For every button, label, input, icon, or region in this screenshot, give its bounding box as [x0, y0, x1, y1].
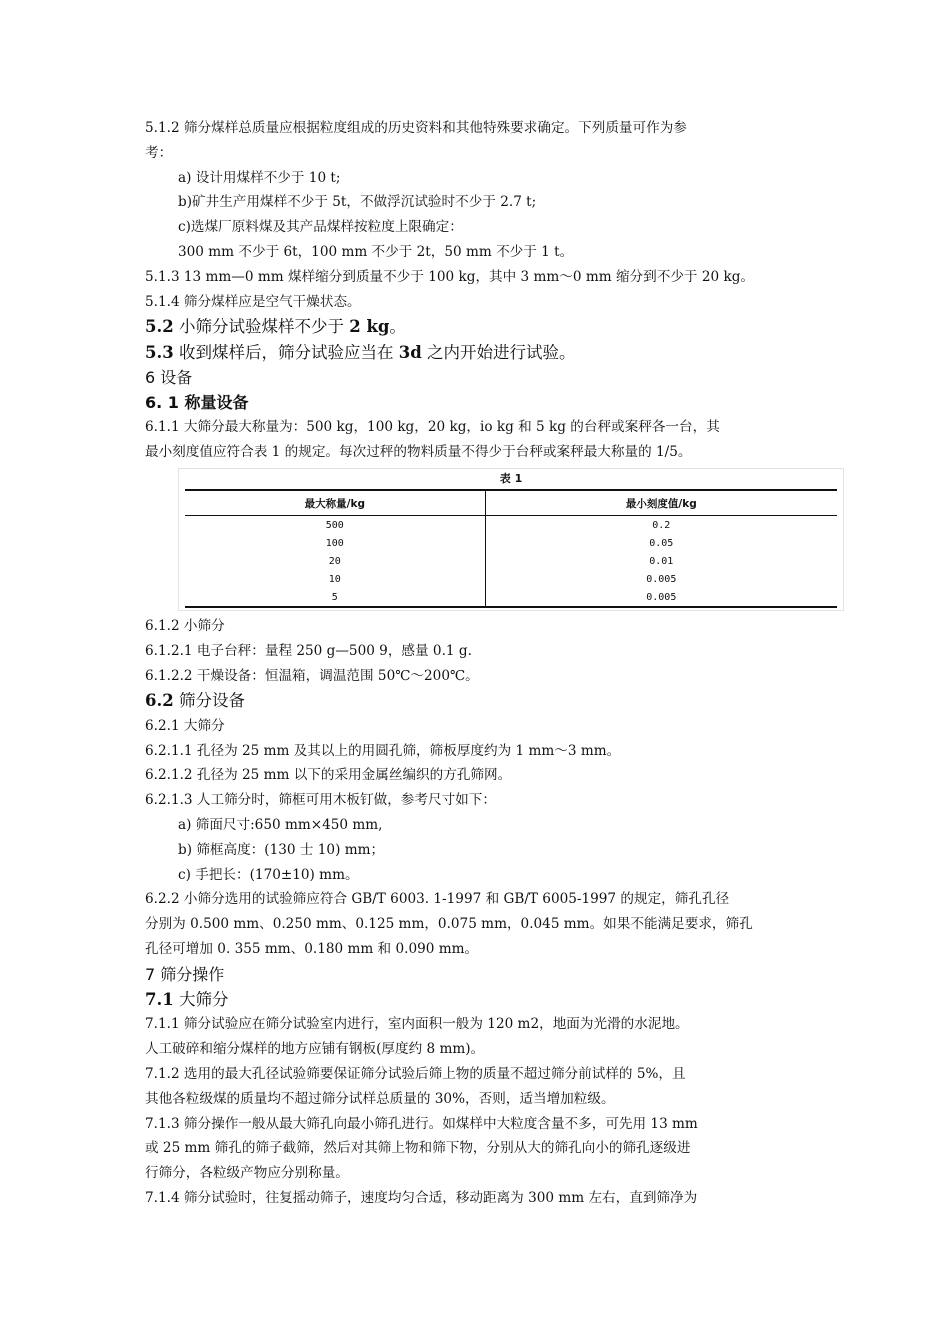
- table-cell: 100: [325, 537, 344, 549]
- table-cell: 10: [328, 573, 341, 585]
- para-713-line1: 7.1.3 筛分操作一般从最大筛孔向最小筛孔进行。如煤样中大粒度含量不多，可先用 13 mm: [145, 1115, 698, 1132]
- list-item-c: c) 手把长：(170±10) mm。: [178, 866, 359, 883]
- para-621: 6.2.1 大筛分: [145, 717, 225, 734]
- table-1-figure: [178, 468, 844, 611]
- para-622-line1: 6.2.2 小筛分选用的试验筛应符合 GB/T 6003. 1-1997 和 GB/T 6005-1997 的规定，筛孔孔径: [145, 891, 730, 908]
- para-712-line2: 其他各粒级煤的质量均不超过筛分试样总质量的 30%，否则，适当增加粒级。: [145, 1090, 615, 1107]
- table-cell: 0.01: [485, 552, 837, 570]
- list-item-c-detail: 300 mm 不少于 6t，100 mm 不少于 2t，50 mm 不少于 1 t。: [178, 243, 574, 260]
- table-cell: 5: [185, 588, 485, 607]
- para-712-line1: 7.1.2 选用的最大孔径试验筛要保证筛分试验后筛上物的质量不超过筛分前试样的 5%，且: [145, 1065, 686, 1082]
- section-number: 7.1: [145, 989, 174, 1009]
- para-513: 5.1.3 13 mm—0 mm 煤样缩分到质量不少于 100 kg，其中 3 mm～0 mm 缩分到不少于 20 kg。: [145, 268, 754, 285]
- para-6213: 6.2.1.3 人工筛分时，筛框可用木板钉做，参考尺寸如下：: [145, 792, 496, 809]
- para-711-line1: 7.1.1 筛分试验应在筛分试验室内进行，室内面积一般为 120 m2，地面为光滑的水泥地。: [145, 1016, 689, 1033]
- heading-71: [145, 987, 813, 1013]
- para-text: 小筛分试验煤样不少于: [173, 317, 350, 337]
- para-622-line3: 孔径可增加 0. 355 mm、0.180 mm 和 0.090 mm。: [145, 941, 479, 958]
- list-item-a: a) 设计用煤样不少于 10 t;: [178, 169, 341, 186]
- para-611-line1: 6.1.1 大筛分最大称量为：500 kg，100 kg，20 kg，io kg 和 5 kg 的台秤或案秤各一台，其: [145, 419, 720, 436]
- para-512-line1: 5.1.2 筛分煤样总质量应根据粒度组成的历史资料和其他特殊要求确定。下列质量可作为参: [145, 120, 687, 136]
- table-cell: 0.2: [485, 516, 837, 535]
- para-714-line1: 7.1.4 筛分试验时，往复摇动筛子，速度均匀合适，移动距离为 300 mm 左右，直到筛净为: [145, 1189, 698, 1206]
- table-cell: 0.05: [485, 534, 837, 552]
- para-53: [145, 340, 813, 366]
- para-713-line2: 或 25 mm 筛孔的筛子截筛，然后对其筛上物和筛下物，分别从大的筛孔向小的筛孔逐级进: [145, 1140, 691, 1157]
- table-caption: 表 1: [499, 472, 523, 485]
- para-512-line2: 考：: [145, 144, 173, 161]
- table-row: [185, 588, 837, 607]
- section-number: 5.2: [145, 317, 174, 337]
- table-cell: 0.005: [485, 588, 837, 607]
- list-item-b: b)矿井生产用煤样不少于 5t，不做浮沉试验时不少于 2.7 t;: [178, 194, 537, 211]
- heading-text: 筛分设备: [173, 691, 245, 711]
- list-item-c: c)选煤厂原料煤及其产品煤样按粒度上限确定：: [178, 219, 463, 236]
- para-text: 之内开始进行试验。: [421, 342, 576, 362]
- para-text: 。: [389, 317, 406, 337]
- heading-text: 大筛分: [173, 989, 229, 1009]
- para-713-line3: 行筛分，各粒级产物应分别称量。: [145, 1165, 349, 1182]
- table-row: [185, 552, 837, 570]
- table-row: [185, 534, 837, 552]
- section-number: 5.3: [145, 342, 174, 362]
- table-cell: 0.005: [485, 570, 837, 588]
- para-6211: 6.2.1.1 孔径为 25 mm 及其以上的用圆孔筛，筛板厚度约为 1 mm～3 mm。: [145, 742, 621, 759]
- table-row: [185, 570, 837, 588]
- table-row: [185, 516, 837, 535]
- para-612: 6.1.2 小筛分: [145, 618, 225, 634]
- para-6212: 6.2.1.2 孔径为 25 mm 以下的采用金属丝编织的方孔筛网。: [145, 767, 512, 784]
- table-header-min-division: 最小刻度值/kg: [485, 490, 837, 516]
- bold-value: 2 kg: [349, 317, 390, 337]
- list-item-b: b) 筛框高度：(130 士 10) mm；: [178, 841, 385, 858]
- bold-value: 3d: [398, 342, 422, 362]
- document-page-lower: [145, 614, 813, 1211]
- table-1: [185, 489, 837, 608]
- heading-61: 6. 1 称量设备: [145, 393, 249, 413]
- document-page: [145, 116, 813, 465]
- para-611-line2: 最小刻度值应符合表 1 的规定。每次过秤的物料质量不得少于台秤或案秤最大称量的 1/5。: [145, 444, 692, 461]
- section-number: 6.2: [145, 691, 174, 711]
- para-6121: 6.1.2.1 电子台秤：量程 250 g—500 9，感量 0.1 g.: [145, 642, 472, 659]
- para-711-line2: 人工破碎和缩分煤样的地方应铺有钢板(厚度约 8 mm)。: [145, 1041, 485, 1058]
- table-cell: 20: [328, 555, 341, 567]
- para-514: 5.1.4 筛分煤样应是空气干燥状态。: [145, 293, 361, 310]
- para-52: [145, 314, 813, 340]
- table-cell: 500: [325, 519, 344, 531]
- heading-6: 6 设备: [145, 368, 193, 388]
- heading-62: [145, 688, 813, 714]
- para-622-line2: 分别为 0.500 mm、0.250 mm、0.125 mm，0.075 mm，0.045 mm。如果不能满足要求，筛孔: [145, 916, 753, 933]
- para-text: 收到煤样后，筛分试验应当在: [173, 342, 399, 362]
- table-header-max-weight: 最大称量/kg: [185, 490, 485, 516]
- list-item-a: a) 筛面尺寸:650 mm×450 mm,: [178, 817, 383, 834]
- para-6122: 6.1.2.2 干燥设备：恒温箱，调温范围 50℃～200℃。: [145, 667, 479, 684]
- heading-7: 7 筛分操作: [145, 964, 225, 984]
